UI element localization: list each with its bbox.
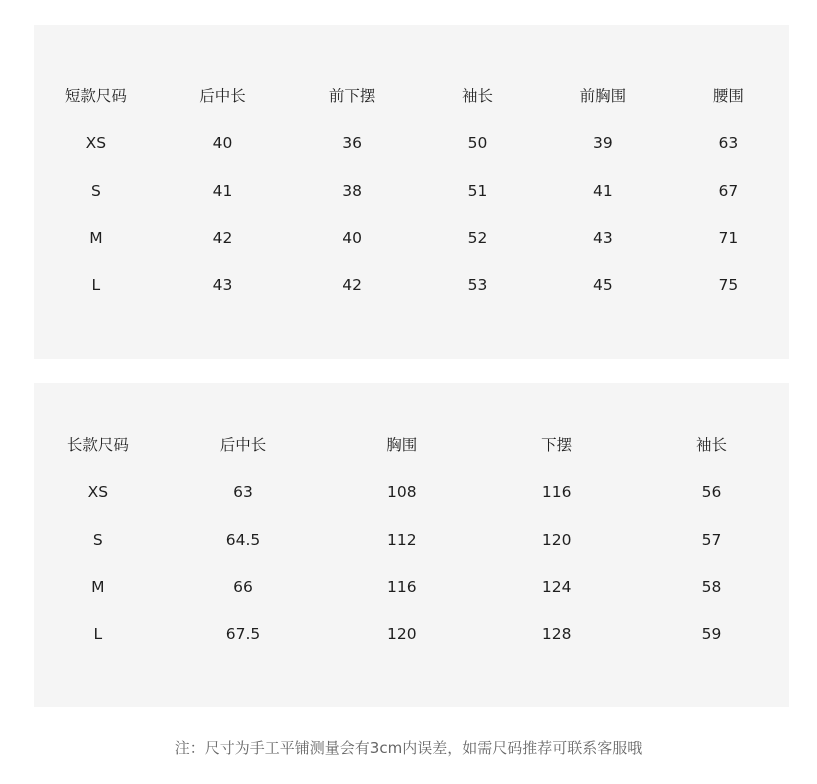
table-cell: 63 <box>718 134 739 153</box>
table-cell: 58 <box>701 578 722 597</box>
table-cell: S <box>90 181 101 200</box>
column-header: 袖长 <box>696 436 728 455</box>
table-cell: 116 <box>541 483 572 502</box>
table-cell: 41 <box>593 181 613 200</box>
table-cell: 67.5 <box>225 625 261 644</box>
table-cell: 53 <box>467 276 488 295</box>
table-cell: 120 <box>386 625 417 644</box>
column-header: 后中长 <box>199 87 246 106</box>
table-row <box>34 611 789 658</box>
long-size-chart-panel <box>34 383 789 707</box>
table-cell: 45 <box>593 276 613 295</box>
table-cell: 43 <box>593 229 613 248</box>
table-row <box>34 564 789 611</box>
table-cell: 108 <box>386 483 417 502</box>
table-cell: 40 <box>212 134 233 153</box>
table-cell: XS <box>87 483 109 502</box>
table-header-row <box>34 422 789 469</box>
table-cell: 75 <box>718 276 739 295</box>
table-cell: 42 <box>342 276 362 295</box>
table-cell: 43 <box>212 276 233 295</box>
table-cell: 63 <box>233 483 253 502</box>
column-header: 袖长 <box>461 87 493 106</box>
table-cell: M <box>89 229 103 248</box>
table-cell: L <box>93 625 103 644</box>
table-cell: 52 <box>467 229 488 248</box>
column-header: 前胸围 <box>579 87 627 106</box>
table-cell: 67 <box>718 181 739 200</box>
table-row <box>34 469 789 516</box>
short-size-chart-panel <box>34 25 789 359</box>
table-cell: 66 <box>233 578 253 597</box>
table-cell: 71 <box>718 229 739 248</box>
column-header: 后中长 <box>219 436 267 455</box>
column-header: 短款尺码 <box>64 87 127 106</box>
table-cell: 124 <box>541 578 572 597</box>
column-header: 下摆 <box>541 436 573 455</box>
table-row <box>34 120 789 167</box>
table-cell: 120 <box>541 530 572 549</box>
table-cell: 112 <box>386 530 417 549</box>
column-header: 前下摆 <box>328 87 376 106</box>
table-row <box>34 517 789 564</box>
table-cell: 116 <box>386 578 417 597</box>
table-cell: S <box>92 530 103 549</box>
column-header: 胸围 <box>386 436 418 455</box>
table-cell: 40 <box>342 229 362 248</box>
table-row <box>34 215 789 262</box>
table-cell: 64.5 <box>225 530 261 549</box>
table-cell: 56 <box>701 483 722 502</box>
table-cell: XS <box>85 134 107 153</box>
table-cell: M <box>91 578 105 597</box>
column-header: 长款尺码 <box>66 436 129 455</box>
table-cell: 42 <box>212 229 233 248</box>
long-size-table <box>34 422 789 658</box>
table-cell: 57 <box>701 530 722 549</box>
short-size-table <box>34 73 789 309</box>
column-header: 腰围 <box>712 87 744 106</box>
measurement-note: 注：尺寸为手工平铺测量会有3cm内误差，如需尺码推荐可联系客服哦 <box>174 739 643 757</box>
table-header-row <box>34 73 789 120</box>
table-cell: 39 <box>593 134 613 153</box>
table-row <box>34 262 789 309</box>
table-cell: 51 <box>467 181 488 200</box>
table-cell: 36 <box>342 134 362 153</box>
table-row <box>34 168 789 215</box>
table-cell: 50 <box>467 134 488 153</box>
table-cell: 59 <box>701 625 722 644</box>
table-cell: 38 <box>342 181 362 200</box>
table-cell: 128 <box>541 625 572 644</box>
table-cell: 41 <box>212 181 233 200</box>
table-cell: L <box>91 276 101 295</box>
